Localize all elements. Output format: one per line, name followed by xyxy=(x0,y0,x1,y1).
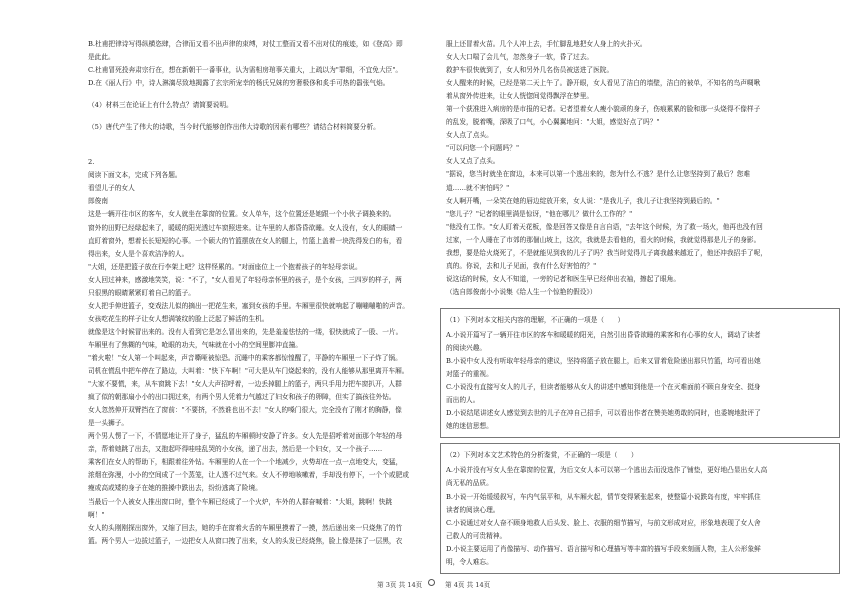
text-line: 女人的头刚刚探出窗外，又缩了回去，她的手在窗着火舌的车厢里摸着了一摸，然后递出来一只烧焦了的竹 xyxy=(88,523,403,532)
option-line: 尚无私的品质。 xyxy=(446,479,493,488)
text-line: 道……就不害怕吗？" xyxy=(446,183,510,192)
text-line: 救护车很快就到了，女人和另外几名伤员被送进了医院。 xyxy=(446,66,614,75)
text-line: 司机在慌乱中把车停在了路边，大叫着："快下车啊！"可大是从车门烧起来的，没有人能够从那里离开车厢。 xyxy=(88,367,409,376)
page-number-right: 第 4页 共 14页 xyxy=(445,581,491,589)
text-line: 第一个获准进入病房的是市报的记者。记者望着女人瘦小貌顽的身子，伤痕累累的脸和那一头烧得不像样子 xyxy=(446,105,761,114)
text-line: 着从窗外传进来，让女人恍惚间觉得飘浮在梦里。 xyxy=(446,92,594,101)
option-line: C.小说没有直接写女人的儿子，但读者能够从女人的讲述中感知到他是一个在灭难面前不顾自身安全、挺身 xyxy=(446,383,761,392)
option-line: 己救人的可贵精神。 xyxy=(446,531,507,540)
question-2-stem: （2）下列对本文艺术特色的分析鉴赏，不正确的一项是（ ） xyxy=(446,451,638,460)
text-line: 服上还冒着火苗。几个人冲上去，手忙脚乱地把女人身上的火扑灭。 xyxy=(446,40,647,48)
text-line: 两个男人愣了一下，不情愿地让开了身子，猛乱的车厢顿时安静了许多。女人先是招呼着对面那个年轻的母 xyxy=(88,432,403,441)
text-line: 真的。你说，去和儿子见面，我有什么好害怕的？" xyxy=(446,261,597,270)
text-line: "据说，您当时就坐在窗边，本来可以第一个逃出来的，您为什么不逃？是什么让您坚持到了最后？您难 xyxy=(446,170,751,179)
option-line: B.小说中女人没有听取年轻母亲的建议，坚持将篮子放在腿上，后来又冒着危险递出那只竹篮，均可看出她 xyxy=(446,357,761,366)
text-line: 的乱发，脱着嘴，深吸了口气，小心翼翼地问："大姐，感觉好点了吗？" xyxy=(446,118,660,127)
text-line: 车厢里有了焦糊的气味，呛眼的功夫，气味就在小小的空间里膨冲直撞。 xyxy=(88,340,302,349)
text-line: 亲，帮着她跳了出去，又抱起吓得哇哇乱哭的小女孩，递了出去，然后是一个妇女，又一个孩子…… xyxy=(88,445,383,454)
text-line: 女孩吃花生的样子让女人想满皱纹的脸上泛起了鲜活的生机。 xyxy=(88,314,269,323)
option-line: 她的迷信思想。 xyxy=(446,422,493,431)
text-line: 疯了似的朝那扇小小的出口拥过来，有两个男人凭着力气越过了妇女和孩子的卵障，但实了搞孩往外钻。 xyxy=(88,393,396,402)
text-line: D.在《丽人行》中，诗人淋漓尽致地揭露了玄宗所宠幸的杨氏兄妹的穷奢极侈和炙手可热的嚣张气焰。 xyxy=(88,79,390,88)
text-line: 乘客们在女人的帮助下，相跟着往外钻。车厢里的人在一个一个地减少，火势却在一点一点地变大，变猛， xyxy=(88,458,403,467)
text-line: 女人啊开嘴，一朵笑在她的唇边绽放开来，女人说："是我儿子，我儿子让我坚持到最后的。" xyxy=(446,196,720,205)
text-line: 就像是这个时候冒出来的。没有人看到它是怎么冒出来的，先是羞羞怯怯的一缕，很快就成了一股、一片。 xyxy=(88,327,403,336)
option-line: 而出的人。 xyxy=(446,396,480,405)
option-line: B.小说一开始缓缓叙写，车内气氛平和，从车厢火起，情节变得紧张起来，使整篇小说跌岛有度，牢牢抓住 xyxy=(446,492,761,501)
instruction: 阅读下面文本，完成下列各题。 xyxy=(88,171,182,180)
text-line: 女人把手伸进篮子，变戏法儿似的摘出一把花生来，塞到女孩的手里。车厢里很快就响起了嘣嘣嘣啪的声音。 xyxy=(88,301,409,310)
question-4: （4）材料三在论证上有什么特点？请简要说明。 xyxy=(88,101,233,110)
text-line: 这是一辆开往市区的客车，女人就坐在靠窗的位置。女人单车，这个位置还是她跟一个小伙子调换来的。 xyxy=(88,210,396,219)
question-2-box xyxy=(440,443,840,573)
text-line: "大姐，还是把篮子放在行李架上吧？这样怪累的。"对面座位上一个抱着孩子的年轻母亲说。 xyxy=(88,262,362,271)
left-page-column xyxy=(88,38,473,548)
option-line: 读者的阅读心理。 xyxy=(446,505,500,514)
text-line: 窗外的田野已经绿起来了，暖暖的阳光透过车窗照进来。让车里的人都昏昏欲睡。女人没有，女人的眼睛一 xyxy=(88,223,403,232)
text-line: 啊！" xyxy=(88,510,105,519)
section-number: 2. xyxy=(88,158,95,167)
question-5: （5）唐代产生了伟大的诗歌，当今时代能够创作出伟大诗歌的因素有哪些？请结合材料简要分析。 xyxy=(88,123,380,132)
text-line: 说这话的时候，女人不知道，一旁的记者和医生早已经伸出衣袖，擦起了眼角。 xyxy=(446,274,681,283)
option-line: 对篮子的重视。 xyxy=(446,370,493,379)
text-line: 只很黑的眼睛紧紧盯着自己的篮子。 xyxy=(88,288,195,297)
text-line: "他没有工作。"女人盯着天花板，像是回答又像是自言自语，"去年这个时候，为了救一场火，他再也没有回 xyxy=(446,222,763,231)
story-source: （选自郎俊南小小说集《给人生一个惊艳的假设》） xyxy=(446,287,597,296)
option-line: 明，令人难忘。 xyxy=(446,557,493,566)
option-line: A.小说并没有写女人坐在靠窗的位置，为后文女人本可以第一个逃出去而没选作了铺垫，更好地凸显出女人高 xyxy=(446,466,768,475)
text-line: 过家，一个人睡在了市郊的那個山坡上，这次，我就是去看他的，看火的时候，我就觉得那是儿子的身影。 xyxy=(446,235,761,244)
text-line: 是此此。 xyxy=(88,53,115,62)
text-line: "大家不要慌，来，从车窗跳下去！"女人大声招呼着，一边丢掉腿上的篮子，两只手用力把车窗扒开，人群 xyxy=(88,380,402,389)
option-line: C.小说通过对女人奋不顾身地救人后头发、脸上、衣服的细节描写，与前文形成对应，形象地表现了女人舍 xyxy=(446,518,761,527)
option-line: A.小说开篇写了一辆开往市区的客车和暖暖的阳光，自然引出昏昏欲睡的乘客和有心事的女人，调动了读者 xyxy=(446,330,761,339)
text-line: C.杜甫冒死投奔肃宗行在，想在新朝干一番事业，认为需相房琯事关重大，上疏以为"罪细，不宜免大臣"。 xyxy=(88,66,403,75)
text-line: 直盯着窗外，想着长长短短的心事。一个硕大的竹篮摆放在女人的腿上，竹篮上盖着一块洗得发白的布，看 xyxy=(88,236,403,245)
page-footer xyxy=(0,578,860,592)
binding-circle-icon xyxy=(428,579,435,586)
option-line: D.小说主要运用了肖像描写、动作描写、语言描写和心理描写等丰富的描写手段来刻画人物，主人公形象鲜 xyxy=(446,544,761,553)
right-page-column xyxy=(446,38,831,574)
text-line: 当最后一个人被女人推出窗口时，整个车厢已经成了一个火炉，车外的人群奋喊着："大姐，跳啊！快跳 xyxy=(88,497,393,506)
text-line: 是一头狮子。 xyxy=(88,419,129,428)
text-line: 瘦或高或矮的身子在她的推搡中跌出去，纷纷逃离了险境。 xyxy=(88,484,262,493)
story-text-left xyxy=(88,208,473,547)
text-line: 女人点了点头。 xyxy=(446,131,493,140)
story-text-right xyxy=(446,38,831,299)
option-line: 的阅读兴趣。 xyxy=(446,344,487,353)
text-line: 女人忽然伸开双臂挡在了窗前："不要挤，不然谁也出不去！"女人的嗓门很大，完全没有了刚才的胸静，像 xyxy=(88,406,402,415)
story-author: 郎俊南 xyxy=(88,197,109,206)
question-1-box xyxy=(440,308,840,438)
text-line: 女人又点了点头。 xyxy=(446,157,500,166)
text-line: 得出来，女人是个喜欢洁净的人。 xyxy=(88,249,189,258)
text-line: 浓烟在弥漫，小小的空间成了一个蒸笼，让人透不过气来。女人不停地咳嗽着，手却没有停下，一个个或肥或 xyxy=(88,471,409,480)
text-line: B.杜甫把律诗写得纵横恣肆，合律而又看不出声律的束缚，对仗工整而又看不出对仗的痕迹，如《登高》即 xyxy=(88,40,403,48)
previous-question-options xyxy=(88,38,473,90)
text-line: "您儿子？"记者的眼里满是惊讶，"他在哪儿？做什么工作的？" xyxy=(446,209,633,218)
text-line: "可以问您一个问题吗？" xyxy=(446,144,520,153)
text-line: 女人回过神来，感激地笑笑，说："不了，"女人看见了年轻母亲怀里的孩子，是个女孩，三四岁的样子，两 xyxy=(88,275,402,284)
text-line: 女人醒来的时候，已经是第二天上午了。静开眼，女人看见了洁白的墙壁，洁白的被单，不知名的鸟声啁啾 xyxy=(446,79,761,88)
text-line: 我想，要是给火烧死了，不是就能见到我的儿子了吗？我当时觉得儿子离我越来越近了，他还冲我招手了呢， xyxy=(446,248,767,257)
text-line: 女人大口喘了会儿气，忽然身子一软，昏了过去。 xyxy=(446,53,594,62)
text-line: "着火啦！"女人第一个叫起来，声音嘶哑被惊恐。沉睡中的乘客都惊惶醒了，平静的车厢里一下子炸了锅。 xyxy=(88,353,402,362)
text-line: 篮。两个男人一边拔过篮子，一边把女人从窗口拽了出来，女人的头发已经烧焦，脸上像是抹了一层黑，衣 xyxy=(88,536,403,545)
question-1-stem: （1）下列对本文相关内容的理解，不正确的一项是（ ） xyxy=(446,315,625,324)
page-number-left: 第 3页 共 14页 xyxy=(377,581,423,589)
story-title: 看望儿子的女人 xyxy=(88,184,135,193)
option-line: D.小说结尾讲述女人感觉到去世的儿子在冲自己招手，可以看出作者在赞美她勇敢的同时，也委婉地批评了 xyxy=(446,409,761,418)
